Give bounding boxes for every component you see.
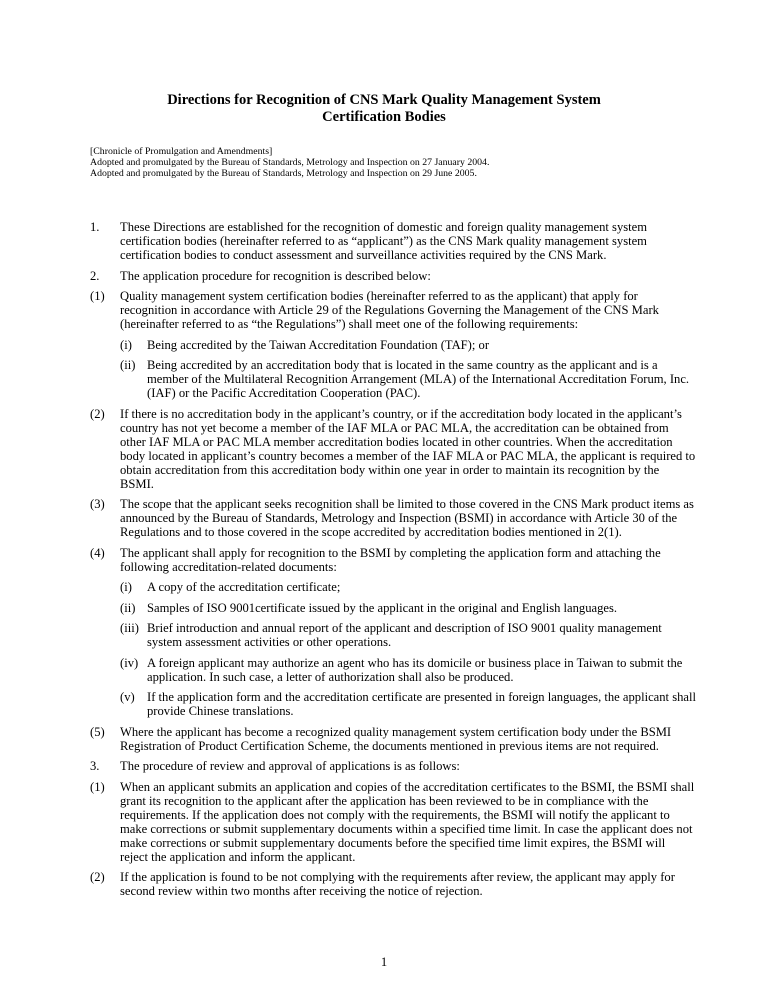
clause-number: (1) bbox=[90, 779, 105, 794]
clause-text: If the application form and the accreditation certificate are presented in foreign languages, the applicant shall provide Chinese translations. bbox=[147, 690, 696, 718]
clause bbox=[90, 220, 696, 262]
clause bbox=[90, 269, 696, 283]
clause bbox=[90, 407, 696, 491]
clause-number: (i) bbox=[120, 580, 132, 594]
sub-clause bbox=[120, 690, 696, 718]
clause-number: (4) bbox=[90, 545, 105, 560]
clause-text: A copy of the accreditation certificate; bbox=[147, 580, 341, 594]
clause-number: (ii) bbox=[120, 358, 136, 372]
title-line: Certification Bodies bbox=[322, 109, 446, 125]
clause-text: These Directions are established for the recognition of domestic and foreign quality management system certification bodies (hereinafter referred to as “applicant”) as the CNS Mark quality management system certification bodies to conduct assessment and surveillance activities required by the CNS Mark. bbox=[120, 220, 648, 262]
document-body bbox=[90, 220, 696, 905]
clause-number: (iii) bbox=[120, 621, 139, 635]
chronicle bbox=[90, 146, 489, 179]
clause-text: The scope that the applicant seeks recognition shall be limited to those covered in the CNS Mark product items as announced by the Bureau of Standards, Metrology and Inspection (BSMI) in accordance with Article 30 of the Regulations and to those covered in the scope accredited by accreditation bodies mentioned in 2(1). bbox=[120, 497, 694, 539]
clause-text: Where the applicant has become a recognized quality management system certification body under the BSMI Registration of Product Certification Scheme, the documents mentioned in previous items are not required. bbox=[120, 724, 672, 753]
clause bbox=[90, 759, 696, 773]
clause-text: Being accredited by an accreditation body that is located in the same country as the applicant and is a member of the Multilateral Recognition Arrangement (MLA) of the International Accreditation Forum, Inc. (IAF) or the Pacific Accreditation Cooperation (PAC). bbox=[147, 358, 690, 400]
clause-number: 1. bbox=[90, 220, 100, 234]
sub-clause bbox=[120, 358, 696, 400]
clause-text: The procedure of review and approval of applications is as follows: bbox=[120, 759, 460, 773]
clause-number: (1) bbox=[90, 289, 105, 303]
clause-text: Being accredited by the Taiwan Accreditation Foundation (TAF); or bbox=[147, 337, 490, 352]
document-title bbox=[0, 92, 768, 126]
clause-text: If the application is found to be not complying with the requirements after review, the applicant may apply for second review within two months after receiving the notice of rejection. bbox=[120, 870, 675, 898]
clause bbox=[90, 289, 696, 331]
page-number: 1 bbox=[380, 955, 388, 969]
clause-number: (i) bbox=[120, 337, 132, 352]
sub-clause bbox=[120, 580, 696, 594]
title-line: Directions for Recognition of CNS Mark Quality Management System bbox=[167, 92, 601, 108]
clause bbox=[90, 870, 696, 898]
sub-clause bbox=[120, 656, 696, 684]
clause-number: (2) bbox=[90, 870, 105, 884]
chronicle-line: Adopted and promulgated by the Bureau of Standards, Metrology and Inspection on 29 June 2005. bbox=[90, 168, 477, 179]
sub-clause bbox=[120, 621, 696, 649]
clause-number: (ii) bbox=[120, 600, 136, 615]
clause bbox=[90, 725, 696, 753]
chronicle-heading: [Chronicle of Promulgation and Amendments] bbox=[90, 146, 273, 157]
sub-clause bbox=[120, 601, 696, 615]
clause-number: 3. bbox=[90, 759, 100, 773]
clause-number: (5) bbox=[90, 724, 105, 739]
clause-number: 2. bbox=[90, 268, 100, 283]
clause bbox=[90, 497, 696, 539]
clause-number: (v) bbox=[120, 690, 135, 704]
clause-text: When an applicant submits an application and copies of the accreditation certificates to the BSMI, the BSMI shall grant its recognition to the applicant after the application has been reviewed to be in compliance with the requirements. If the application does not comply with the requirements, the BSMI will notify the applicant to make corrections or submit supplementary documents within a specified time limit. In case the applicant does not make corrections or submit supplementary documents before the specified time limit expires, the BSMI will reject the application and inform the applicant. bbox=[120, 779, 695, 864]
clause-text: The application procedure for recognition is described below: bbox=[120, 268, 431, 283]
clause-number: (2) bbox=[90, 406, 105, 421]
clause-number: (3) bbox=[90, 497, 105, 511]
clause-text: If there is no accreditation body in the applicant’s country, or if the accreditation body located in the applicant’s country has not yet become a member of the IAF MLA or PAC MLA, the accreditation can be obtained from other IAF MLA or PAC MLA member accreditation bodies located in other countries. When the accreditation body located in applicant’s country becomes a member of the IAF MLA or PAC MLA, the applicant is required to obtain accreditation from this accreditation body within one year in order to maintain its recognition by the BSMI. bbox=[120, 406, 696, 491]
clause-text: The applicant shall apply for recognition to the BSMI by completing the application form and attaching the following accreditation-related documents: bbox=[120, 545, 661, 574]
chronicle-line: Adopted and promulgated by the Bureau of Standards, Metrology and Inspection on 27 January 2004. bbox=[90, 157, 490, 168]
clause-text: A foreign applicant may authorize an agent who has its domicile or business place in Taiwan to submit the application. In such case, a letter of authorization shall also be produced. bbox=[147, 655, 683, 684]
sub-clause bbox=[120, 338, 696, 352]
clause-text: Quality management system certification bodies (hereinafter referred to as the applicant) that apply for recognition in accordance with Article 29 of the Regulations Governing the Management of the CNS Mark (hereinafter referred to as “the Regulations”) shall meet one of the following requirements: bbox=[120, 289, 659, 331]
clause bbox=[90, 546, 696, 574]
clause-text: Samples of ISO 9001certificate issued by the applicant in the original and English languages. bbox=[147, 600, 618, 615]
clause-text: Brief introduction and annual report of the applicant and description of ISO 9001 quality management system assessment activities or other operations. bbox=[147, 621, 662, 649]
clause-number: (iv) bbox=[120, 655, 139, 670]
clause bbox=[90, 780, 696, 864]
